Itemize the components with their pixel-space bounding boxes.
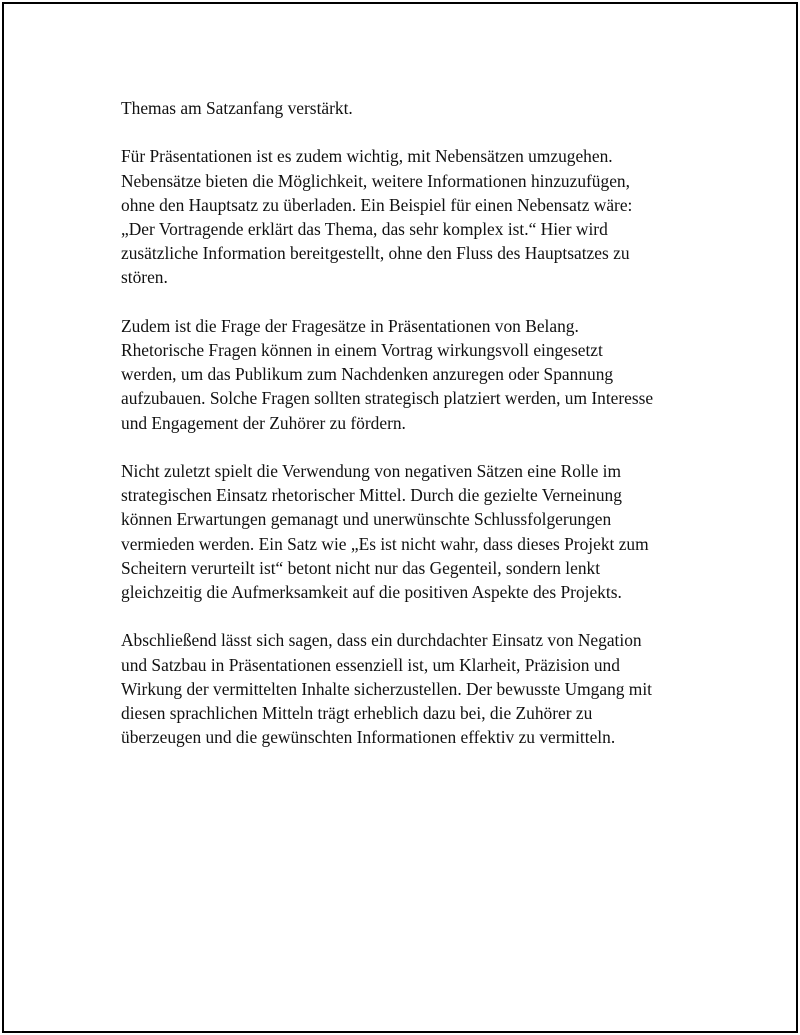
paragraph-subordinate-clauses: Für Präsentationen ist es zudem wichtig, mit Nebensätzen umzugehen. Nebensätze bieten die Möglichkeit, weitere Informationen hinzuzufügen, ohne den Hauptsatz zu überladen. Ein Beispiel für einen Nebensatz wäre: „Der Vortragende erklärt das Thema, das sehr komplex ist.“ Hier wird zusätzliche Information bereitgestellt, ohne den Fluss des Hauptsatzes zu stören. <box>121 146 633 288</box>
paragraph-continuation: Themas am Satzanfang verstärkt. <box>121 98 353 118</box>
paragraph-conclusion: Abschließend lässt sich sagen, dass ein durchdachter Einsatz von Negation und Satzbau in Präsentationen essenziell ist, um Klarheit, Präzision und Wirkung der vermittelten Inhalte sicherzustellen. Der bewusste Umgang mit diesen sprachlichen Mitteln trägt erheblich dazu bei, die Zuhörer zu überzeugen und die gewünschten Informationen effektiv zu vermitteln. <box>121 630 652 748</box>
paragraph-questions: Zudem ist die Frage der Fragesätze in Präsentationen von Belang. Rhetorische Fragen können in einem Vortrag wirkungsvoll eingesetzt werden, um das Publikum zum Nachdenken anzuregen oder Spannung aufzubauen. Solche Fragen sollten strategisch platziert werden, um Interesse und Engagement der Zuhörer zu fördern. <box>121 315 654 433</box>
document-body <box>121 96 691 774</box>
page-frame <box>2 2 798 1033</box>
paragraph-negative-sentences: Nicht zuletzt spielt die Verwendung von negativen Sätzen eine Rolle im strategischen Einsatz rhetorischer Mittel. Durch die gezielte Verneinung können Erwartungen gemanagt und unerwünschte Schlussfolgerungen vermieden werden. Ein Satz wie „Es ist nicht wahr, dass dieses Projekt zum Scheitern verurteilt ist“ betont nicht nur das Gegenteil, sondern lenkt gleichzeitig die Aufmerksamkeit auf die positiven Aspekte des Projekts. <box>121 461 649 603</box>
